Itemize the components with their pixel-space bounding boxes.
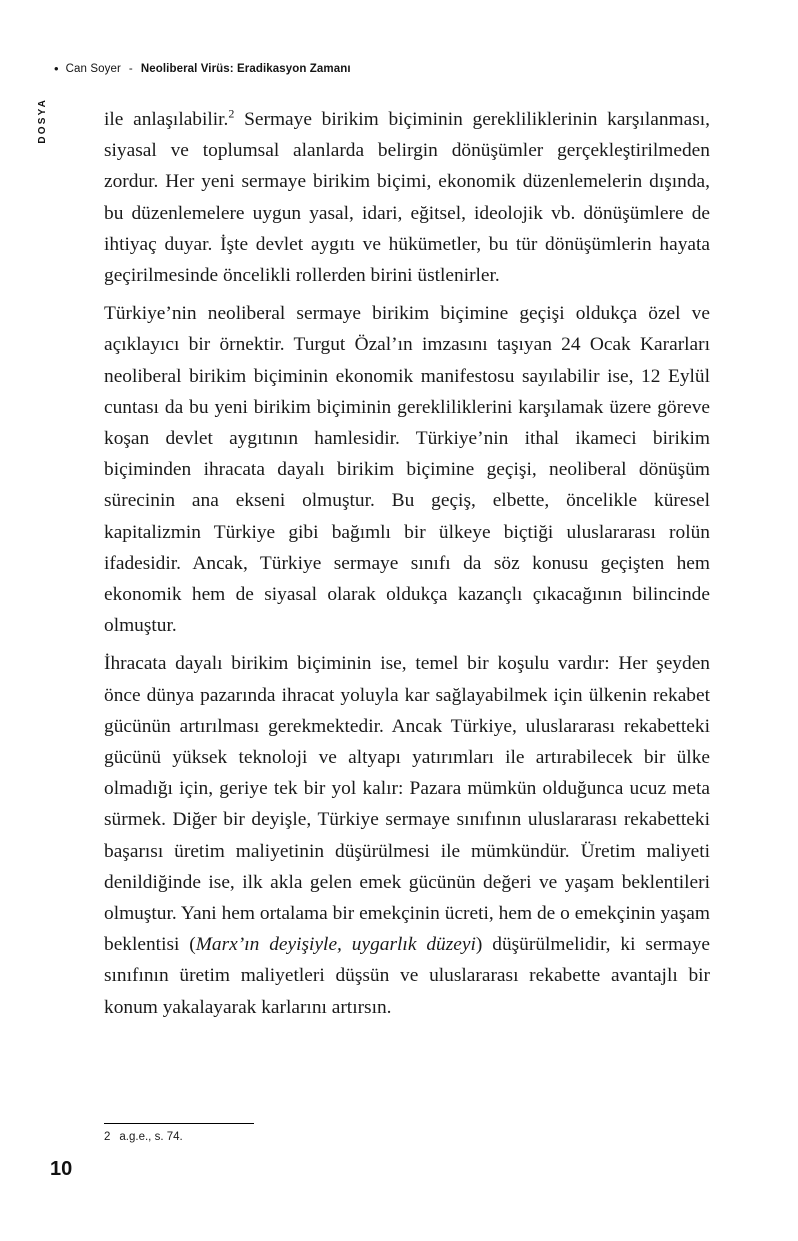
paragraph-3-italic-citation: Marx’ın deyişiyle, uygarlık düzeyi — [195, 934, 476, 956]
footnote-number: 2 — [104, 1131, 111, 1143]
running-head — [54, 62, 714, 75]
paragraph-3-text: İhracata dayalı birikim biçiminin ise, temel bir koşulu vardır: Her şeyden önce dünya pazarında ihracat yoluyla kar sağlayabilmek için ülkenin rekabet gücünün artırılması gerekmektedir. Ancak Türkiye, uluslararası rekabetteki gücünü yüksek teknoloji ve altyapı yatırımları ile artırabilecek bir ülke olmadığı için, geriye tek bir yol kalır: Pazara mümkün olduğunca ucuz meta sürmek. Diğer bir deyişle, Türkiye sermaye sınıfının uluslararası rekabetteki başarısı üretim maliyetinin düşürülmesi ile mümkündür. Üretim maliyeti denildiğinde ise, ilk akla gelen emek gücünün değeri ve yaşam beklentileri olmuştur. Yani hem ortalama bir emekçinin ücreti, hem de o emekçinin yaşam beklentisi ( — [104, 653, 710, 956]
paragraph-3 — [104, 648, 710, 1022]
paragraph-1 — [104, 104, 710, 291]
section-tab-label: DOSYA — [36, 98, 48, 144]
running-head-author: Can Soyer — [65, 62, 121, 75]
section-tab — [34, 98, 50, 170]
paragraph-3-text-after: ) düşürülmelidir, ki sermaye sınıfının üretim maliyetleri düşsün ve uluslararası rekabette avantajlı bir konum yakalayarak karlarını artırsın. — [104, 934, 710, 1018]
bullet-icon: • — [54, 61, 59, 76]
footnote-entry — [104, 1131, 604, 1143]
paragraph-2 — [104, 298, 710, 641]
footnote-separator-rule — [104, 1123, 254, 1124]
running-head-title: Neoliberal Virüs: Eradikasyon Zamanı — [140, 62, 351, 75]
paragraph-1-text: Sermaye birikim biçiminin gerekliliklerinin karşılanması, siyasal ve toplumsal alanlarda belirgin dönüşümler gerçekleştirilmeden zordur. Her yeni sermaye birikim biçimi, ekonomik düzenlemelerin dışında, bu düzenlemelere uygun yasal, idari, eğitsel, ideolojik vb. dönüşümlere de ihtiyaç duyar. İşte devlet aygıtı ve hükümetler, bu tür dönüşümlerin hayata geçirilmesinde öncelikli rollerden birini üstlenirler. — [104, 109, 710, 287]
body-text-column — [104, 104, 710, 1023]
paragraph-2-text: Türkiye’nin neoliberal sermaye birikim biçimine geçişi oldukça özel ve açıklayıcı bir örnektir. Turgut Özal’ın imzasını taşıyan 24 Ocak Kararları neoliberal birikim biçiminin ekonomik manifestosu sayılabilir ise, 12 Eylül cuntası da bu yeni birikim biçiminin gerekliliklerini karşılamak üzere göreve koşan devlet aygıtının hamlesidir. Türkiye’nin ithal ikameci birikim biçiminden ihracata dayalı birikim biçimine geçişi, neoliberal dönüşüm sürecinin ana ekseni olmuştur. Bu geçiş, elbette, öncelikle küresel kapitalizmin Türkiye gibi bağımlı bir ülkeye biçtiği uluslararası rolün ifadesidir. Ancak, Türkiye sermaye sınıfı da söz konusu geçişten hem ekonomik hem de siyasal olarak oldukça kazançlı çıkacağının bilincinde olmuştur. — [104, 303, 710, 637]
running-head-separator: - — [128, 62, 133, 75]
page-number: 10 — [50, 1158, 73, 1180]
paragraph-1-lead: ile anlaşılabilir. — [104, 109, 229, 130]
footnote-marker-2[interactable]: 2 — [228, 106, 235, 121]
footnote-text: a.g.e., s. 74. — [119, 1131, 183, 1143]
